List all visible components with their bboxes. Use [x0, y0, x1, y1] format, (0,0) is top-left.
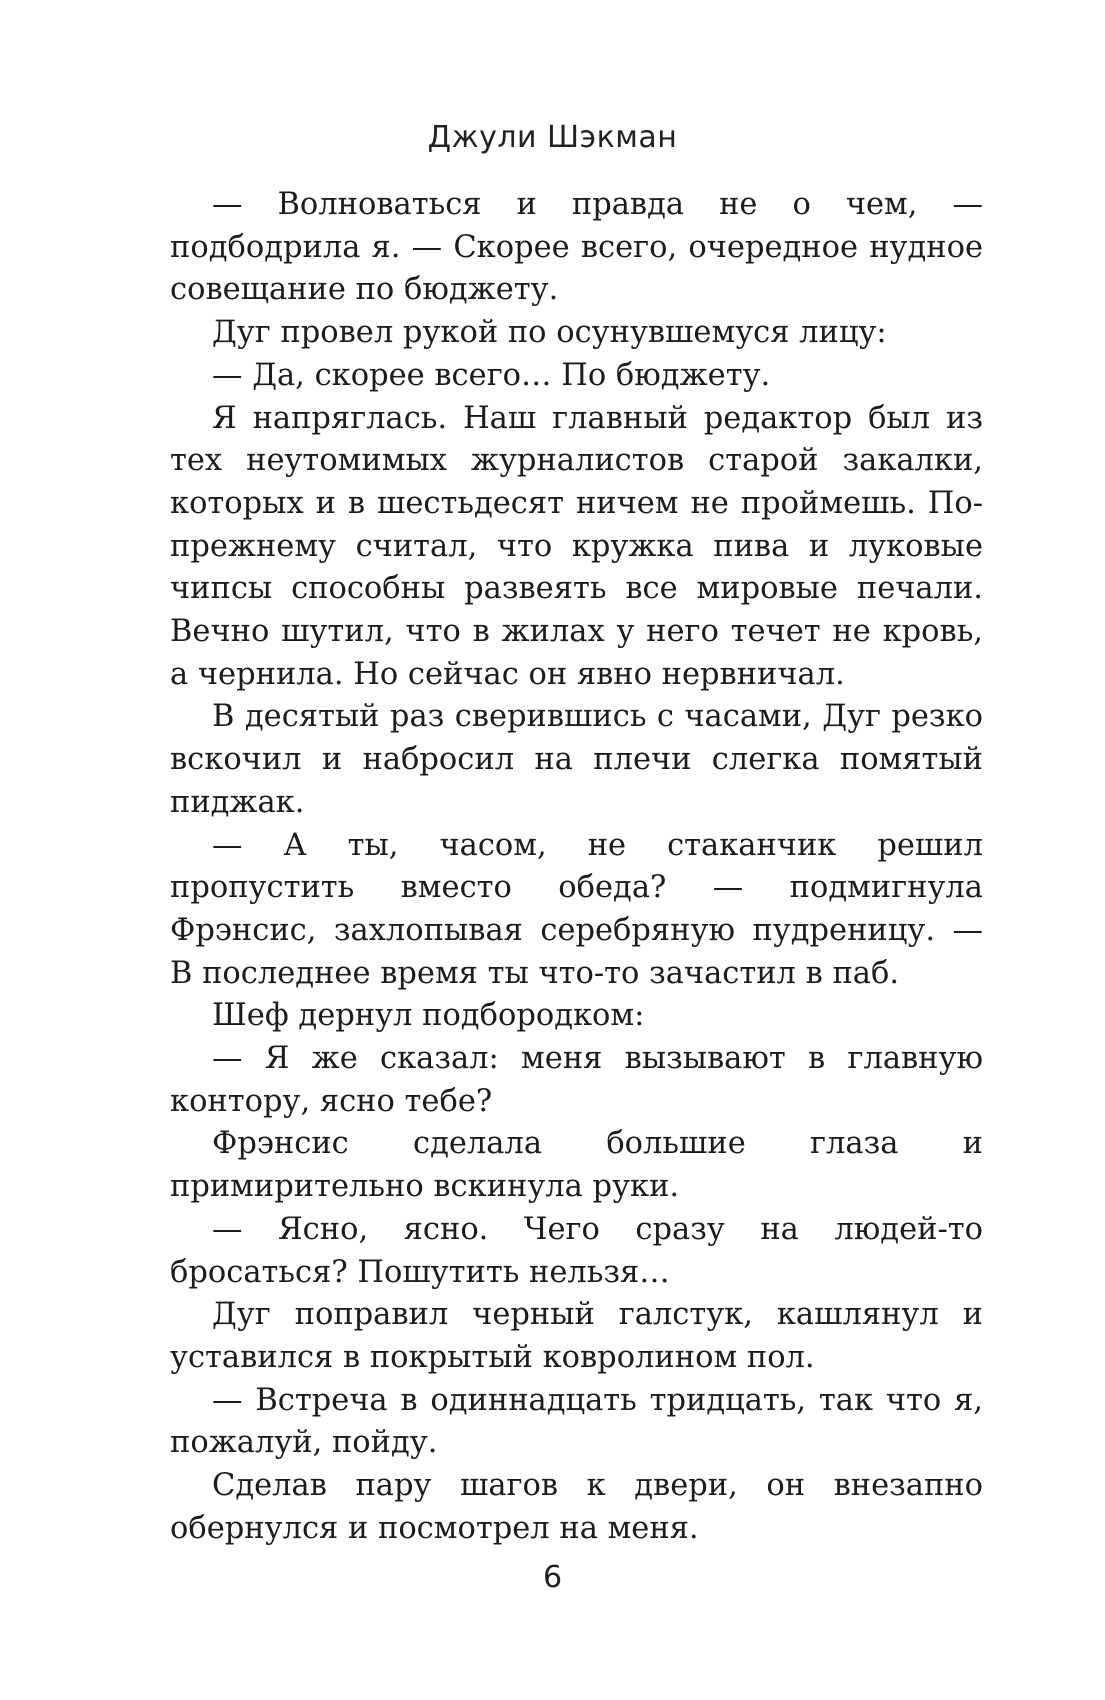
paragraph: Сделав пару шагов к двери, он внезапно обернулся и посмотрел на меня. — [170, 1468, 983, 1546]
paragraph: — Волноваться и правда не о чем, — подбодрила я. — Скорее всего, очередное нудное совещание по бюджету. — [170, 187, 983, 308]
body-text — [170, 184, 983, 1551]
paragraph: — Встреча в одиннадцать тридцать, так что я, пожалуй, пойду. — [170, 1382, 983, 1461]
paragraph: — Ясно, ясно. Чего сразу на людей-то бросаться? Пошутить нельзя… — [170, 1211, 983, 1290]
paragraph: Фрэнсис сделала большие глаза и примирительно вскинула руки. — [170, 1126, 983, 1205]
paragraph: — А ты, часом, не стаканчик решил пропустить вместо обеда? — подмигнула Фрэнсис, захлопывая серебряную пудреницу. — В последнее время ты что-то зачастил в паб. — [170, 827, 983, 991]
paragraph: — Да, скорее всего… По бюджету. — [212, 357, 771, 393]
paragraph: Я напряглась. Наш главный редактор был из тех неутомимых журналистов старой закалки, которых и в шестьдесят ничем не проймешь. По-прежнему считал, что кружка пива и луковые чипсы способны развеять все мировые печали. Вечно шутил, что в жилах у него течет не кровь, а чернила. Но сейчас он явно нервничал. — [170, 400, 983, 692]
paragraph: Дуг поправил черный галстук, кашлянул и уставился в покрытый ковролином пол. — [170, 1297, 983, 1375]
page-number: 6 — [542, 1560, 563, 1595]
paragraph: В десятый раз сверившись с часами, Дуг резко вскочил и набросил на плечи слегка помятый пиджак. — [170, 699, 983, 820]
paragraph: Дуг провел рукой по осунувшемуся лицу: — [212, 315, 887, 351]
paragraph: — Я же сказал: меня вызывают в главную контору, ясно тебе? — [170, 1041, 983, 1119]
running-head: Джули Шэкман — [427, 120, 678, 155]
paragraph: Шеф дернул подбородком: — [212, 998, 645, 1034]
